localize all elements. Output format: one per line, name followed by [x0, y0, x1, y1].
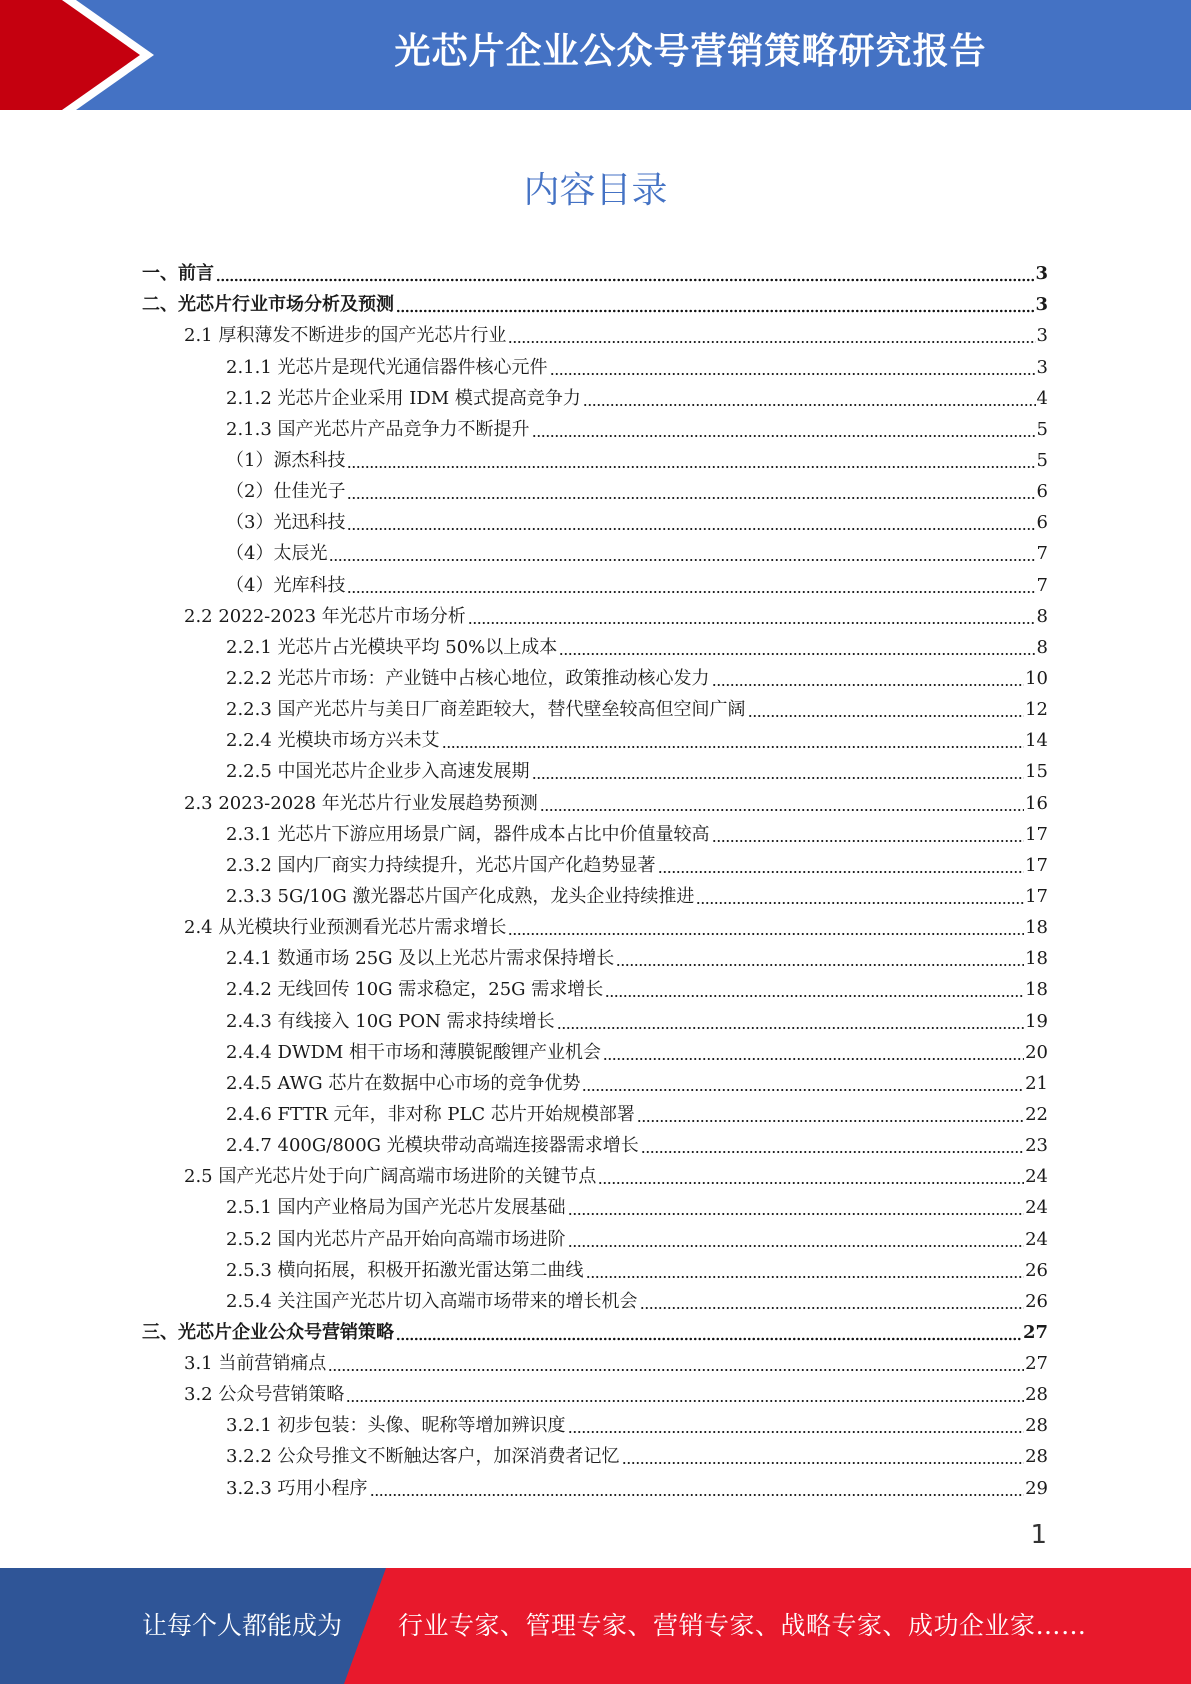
toc-entry[interactable] — [142, 410, 1048, 441]
toc-entry[interactable] — [142, 597, 1048, 628]
toc-entry[interactable] — [142, 1095, 1048, 1126]
toc-entry[interactable] — [142, 285, 1048, 316]
toc-entry[interactable] — [142, 628, 1048, 659]
toc-entry-label: 2.5 国产光芯片处于向广阔高端市场进阶的关键节点 — [184, 1166, 597, 1188]
toc-dot-leader — [347, 478, 1035, 500]
toc-entry[interactable] — [142, 908, 1048, 939]
toc-entry[interactable] — [142, 441, 1048, 472]
toc-dot-leader — [347, 572, 1035, 594]
toc-entry-label: 一、前言 — [142, 263, 214, 285]
toc-dot-leader — [586, 1257, 1025, 1279]
toc-entry-page: 21 — [1025, 1072, 1048, 1094]
toc-entry-page: 5 — [1036, 418, 1048, 440]
report-title: 光芯片企业公众号营销策略研究报告 — [394, 31, 987, 72]
toc-dot-leader — [347, 509, 1035, 531]
toc-dot-leader — [605, 976, 1024, 998]
toc-entry-page: 7 — [1036, 543, 1048, 565]
toc-dot-leader — [712, 665, 1025, 687]
toc-entry[interactable] — [142, 1219, 1048, 1250]
toc-entry[interactable] — [142, 846, 1048, 877]
toc-entry-page: 8 — [1036, 605, 1048, 627]
toc-entry[interactable] — [142, 1406, 1048, 1437]
toc-entry-label: 2.3.3 5G/10G 激光器芯片国产化成熟，龙头企业持续推进 — [226, 885, 695, 907]
toc-dot-leader — [442, 727, 1025, 749]
toc-entry-label: 2.5.2 国内光芯片产品开始向高端市场进阶 — [226, 1228, 566, 1250]
toc-dot-leader — [640, 1288, 1025, 1310]
toc-entry[interactable] — [142, 1437, 1048, 1468]
toc-entry[interactable] — [142, 379, 1048, 410]
toc-entry[interactable] — [142, 1033, 1048, 1064]
toc-dot-leader — [328, 1350, 1024, 1372]
toc-entry-page: 3 — [1035, 263, 1048, 285]
toc-dot-leader — [540, 790, 1024, 812]
toc-dot-leader — [582, 1070, 1024, 1092]
toc-entry-page: 23 — [1025, 1135, 1048, 1157]
toc-entry[interactable] — [142, 1126, 1048, 1157]
toc-entry-label: 2.4.3 有线接入 10G PON 需求持续增长 — [226, 1010, 555, 1032]
toc-dot-leader — [216, 260, 1034, 282]
toc-entry-label: 3.2.1 初步包装：头像、昵称等增加辨识度 — [226, 1415, 566, 1437]
toc-entry-label: 3.2.3 巧用小程序 — [226, 1477, 368, 1499]
toc-entry-label: 2.2 2022-2023 年光芯片市场分析 — [184, 605, 466, 627]
toc-entry-label: （4）太辰光 — [226, 543, 328, 565]
page-header — [0, 0, 1191, 110]
toc-entry-page: 27 — [1022, 1321, 1048, 1343]
toc-entry-page: 28 — [1025, 1415, 1048, 1437]
toc-entry-page: 18 — [1025, 948, 1048, 970]
toc-entry-page: 16 — [1025, 792, 1048, 814]
toc-dot-leader — [568, 1226, 1025, 1248]
toc-entry-page: 10 — [1025, 667, 1048, 689]
toc-entry[interactable] — [142, 1064, 1048, 1095]
toc-dot-leader — [559, 634, 1035, 656]
toc-entry-label: 2.3.2 国内厂商实力持续提升，光芯片国产化趋势显著 — [226, 854, 656, 876]
toc-entry-page: 22 — [1025, 1103, 1048, 1125]
toc-entry-page: 8 — [1036, 636, 1048, 658]
toc-entry[interactable] — [142, 752, 1048, 783]
toc-entry-page: 12 — [1025, 699, 1048, 721]
toc-entry-page: 19 — [1025, 1010, 1048, 1032]
toc-dot-leader — [396, 1319, 1022, 1341]
toc-entry-label: （2）仕佳光子 — [226, 481, 346, 503]
toc-entry[interactable] — [142, 347, 1048, 378]
page-footer — [0, 1568, 1191, 1684]
toc-dot-leader — [396, 291, 1034, 313]
toc-entry-page: 20 — [1025, 1041, 1048, 1063]
toc-dot-leader — [748, 696, 1025, 718]
toc-entry-page: 24 — [1025, 1228, 1048, 1250]
toc-entry[interactable] — [142, 1344, 1048, 1375]
toc-entry-label: （1）源杰科技 — [226, 449, 346, 471]
toc-entry-page: 28 — [1025, 1446, 1048, 1468]
toc-entry-label: 2.1.1 光芯片是现代光通信器件核心元件 — [226, 356, 548, 378]
toc-entry-page: 27 — [1025, 1353, 1048, 1375]
toc-dot-leader — [508, 914, 1024, 936]
toc-entry[interactable] — [142, 721, 1048, 752]
toc-entry[interactable] — [142, 1313, 1048, 1344]
toc-entry-label: 2.2.5 中国光芯片企业步入高速发展期 — [226, 761, 530, 783]
toc-dot-leader — [616, 945, 1024, 967]
toc-entry-page: 3 — [1035, 294, 1048, 316]
table-of-contents — [142, 254, 1048, 1500]
toc-entry-page: 24 — [1025, 1166, 1048, 1188]
toc-entry-label: 3.2.2 公众号推文不断触达客户，加深消费者记忆 — [226, 1446, 620, 1468]
toc-entry-label: 2.4.6 FTTR 元年，非对称 PLC 芯片开始规模部署 — [226, 1103, 635, 1125]
toc-dot-leader — [603, 1039, 1024, 1061]
toc-dot-leader — [347, 447, 1035, 469]
toc-entry-page: 17 — [1025, 823, 1048, 845]
toc-entry-label: 2.3.1 光芯片下游应用场景广阔，器件成本占比中价值量较高 — [226, 823, 710, 845]
toc-entry-label: 2.3 2023-2028 年光芯片行业发展趋势预测 — [184, 792, 538, 814]
toc-entry[interactable] — [142, 1282, 1048, 1313]
toc-entry-label: 2.4.7 400G/800G 光模块带动高端连接器需求增长 — [226, 1135, 639, 1157]
toc-entry-label: 2.4.1 数通市场 25G 及以上光芯片需求保持增长 — [226, 948, 615, 970]
toc-entry-label: 2.1 厚积薄发不断进步的国产光芯片行业 — [184, 325, 507, 347]
toc-entry[interactable] — [142, 565, 1048, 596]
toc-entry-page: 18 — [1025, 917, 1048, 939]
toc-dot-leader — [696, 883, 1024, 905]
toc-dot-leader — [641, 1132, 1024, 1154]
toc-entry-page: 29 — [1025, 1477, 1048, 1499]
toc-entry-label: 二、光芯片行业市场分析及预测 — [142, 294, 394, 316]
toc-entry-label: 3.1 当前营销痛点 — [184, 1353, 327, 1375]
toc-entry[interactable] — [142, 1468, 1048, 1499]
toc-entry-page: 17 — [1025, 854, 1048, 876]
toc-entry-page: 15 — [1025, 761, 1048, 783]
page-number: 1 — [1030, 1520, 1047, 1550]
toc-entry-page: 14 — [1025, 730, 1048, 752]
toc-dot-leader — [568, 1194, 1025, 1216]
toc-entry-label: 2.4.4 DWDM 相干市场和薄膜铌酸锂产业机会 — [226, 1041, 602, 1063]
toc-dot-leader — [598, 1163, 1024, 1185]
toc-entry-label: 2.5.1 国内产业格局为国产光芯片发展基础 — [226, 1197, 566, 1219]
toc-dot-leader — [329, 540, 1035, 562]
toc-dot-leader — [637, 1101, 1024, 1123]
toc-entry[interactable] — [142, 1375, 1048, 1406]
toc-heading: 内容目录 — [523, 170, 668, 211]
toc-entry-page: 26 — [1025, 1259, 1048, 1281]
toc-dot-leader — [370, 1475, 1025, 1497]
toc-entry-page: 18 — [1025, 979, 1048, 1001]
toc-entry[interactable] — [142, 939, 1048, 970]
toc-entry-page: 17 — [1025, 885, 1048, 907]
toc-dot-leader — [557, 1008, 1025, 1030]
footer-slogan-left: 让每个人都能成为 — [142, 1611, 343, 1640]
toc-dot-leader — [568, 1412, 1025, 1434]
toc-entry-label: 2.4 从光模块行业预测看光芯片需求增长 — [184, 917, 507, 939]
toc-entry[interactable] — [142, 534, 1048, 565]
toc-entry-label: 2.2.4 光模块市场方兴未艾 — [226, 730, 440, 752]
toc-entry-label: （3）光迅科技 — [226, 512, 346, 534]
toc-entry-label: （4）光库科技 — [226, 574, 346, 596]
toc-entry-label: 2.1.3 国产光芯片产品竞争力不断提升 — [226, 418, 530, 440]
toc-entry-label: 2.5.4 关注国产光芯片切入高端市场带来的增长机会 — [226, 1290, 638, 1312]
toc-dot-leader — [583, 385, 1036, 407]
toc-entry[interactable] — [142, 690, 1048, 721]
toc-entry-page: 24 — [1025, 1197, 1048, 1219]
toc-entry-label: 2.5.3 横向拓展，积极开拓激光雷达第二曲线 — [226, 1259, 584, 1281]
toc-entry[interactable] — [142, 1001, 1048, 1032]
toc-dot-leader — [550, 354, 1036, 376]
toc-entry[interactable] — [142, 1157, 1048, 1188]
toc-entry-label: 3.2 公众号营销策略 — [184, 1384, 345, 1406]
toc-entry-label: 2.2.3 国产光芯片与美日厂商差距较大，替代壁垒较高但空间广阔 — [226, 699, 746, 721]
toc-dot-leader — [468, 603, 1036, 625]
toc-entry-page: 6 — [1036, 512, 1048, 534]
footer-slogan-right: 行业专家、管理专家、营销专家、战略专家、成功企业家…… — [398, 1611, 1087, 1640]
toc-entry-page: 28 — [1025, 1384, 1048, 1406]
toc-entry-page: 3 — [1036, 356, 1048, 378]
toc-entry-page: 26 — [1025, 1290, 1048, 1312]
toc-entry-page: 3 — [1036, 325, 1048, 347]
toc-entry[interactable] — [142, 1188, 1048, 1219]
toc-entry[interactable] — [142, 1251, 1048, 1282]
toc-entry[interactable] — [142, 970, 1048, 1001]
toc-dot-leader — [712, 821, 1025, 843]
toc-entry-label: 2.1.2 光芯片企业采用 IDM 模式提高竞争力 — [226, 387, 581, 409]
toc-dot-leader — [622, 1443, 1025, 1465]
toc-dot-leader — [532, 416, 1036, 438]
toc-dot-leader — [658, 852, 1025, 874]
toc-entry[interactable] — [142, 659, 1048, 690]
toc-entry[interactable] — [142, 472, 1048, 503]
toc-entry[interactable] — [142, 254, 1048, 285]
toc-entry-label: 三、光芯片企业公众号营销策略 — [142, 1321, 394, 1343]
toc-entry-page: 7 — [1036, 574, 1048, 596]
header-red-arrow — [0, 0, 150, 110]
toc-dot-leader — [346, 1381, 1024, 1403]
toc-entry-page: 6 — [1036, 481, 1048, 503]
toc-entry[interactable] — [142, 503, 1048, 534]
toc-entry-page: 4 — [1036, 387, 1048, 409]
toc-entry[interactable] — [142, 316, 1048, 347]
toc-entry-label: 2.2.1 光芯片占光模块平均 50%以上成本 — [226, 636, 558, 658]
toc-entry[interactable] — [142, 783, 1048, 814]
toc-entry[interactable] — [142, 877, 1048, 908]
toc-entry-label: 2.4.5 AWG 芯片在数据中心市场的竞争优势 — [226, 1072, 581, 1094]
toc-dot-leader — [508, 322, 1035, 344]
toc-entry-label: 2.2.2 光芯片市场：产业链中占核心地位，政策推动核心发力 — [226, 667, 710, 689]
toc-entry-page: 5 — [1036, 449, 1048, 471]
toc-dot-leader — [532, 758, 1025, 780]
toc-entry-label: 2.4.2 无线回传 10G 需求稳定，25G 需求增长 — [226, 979, 604, 1001]
toc-entry[interactable] — [142, 815, 1048, 846]
